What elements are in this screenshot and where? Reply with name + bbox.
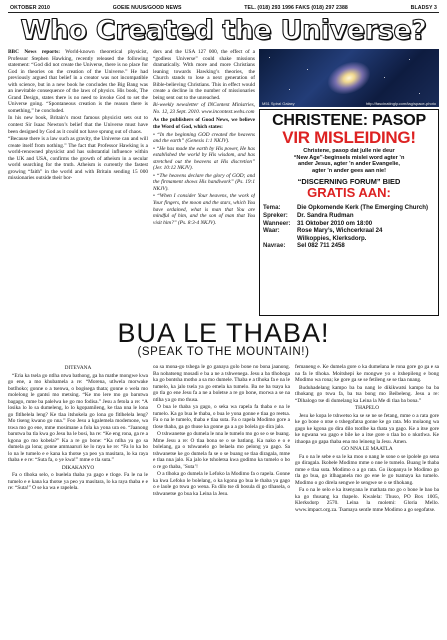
subheading: DIKAKANYO (61, 464, 95, 471)
scripture-quote: • “The heavens declare the glory of GOD; and the firmament shows His handiwork” (Ps. 19:1 NKJV). (153, 172, 255, 192)
source-citation: Bi-weekly newsletter of INContext Ministries, No. 12, 23 Sept. 2010. www.incontext.webs.com (153, 102, 255, 115)
detail-key: Spreker: (263, 211, 288, 219)
detail-value: Sel 082 711 2458 (297, 242, 345, 250)
section-subheadline: (SPEAK TO THE MOUNTAIN!) (137, 346, 310, 358)
paragraph: In his new book, Britain’s most famous physicist sets out to contest Sir Isaac Newton’s belief that the Universe must have been designed by God as it could not have sprung out of chaos. (8, 115, 148, 135)
headline: Who Created the Universe? (20, 15, 427, 46)
page-header (8, 4, 439, 13)
photo-credit: http://fascinatingly.com/tag/space-photo (365, 101, 436, 106)
ad-subtitle-line: agter ’n ander gees aan nie! (312, 167, 386, 174)
paragraph: O tshwanetse go dumela le nna le tumelo mo go se o se buang. Mme Jesu a re: O tlaa bona se o se batlang. Ka nako e o e bolelang, ga o tshwanelo go belaela mo pelong ya gago. Sa tshwanetse ke go dumela fa se o se buang se tlaa diragala, mme e tlaa nna jalo. Ka jalo ke tsholetsa kwa godimo ka tumelo o bo o re go thaba, ’Suta’! (153, 431, 290, 470)
ad-free-label: GRATIS AAN: (307, 185, 391, 201)
paragraph: ders and the USA 127 000, the effect of a “godless Universe” could shake missions dramatically. With more and more Christians leaning towards Hawking’s theories, the Church stands to lose a next generation of Bible-believing Christians. This in effect would create a decline in the number of missionaries being sent out to the unreached. (153, 49, 255, 101)
ad-title-2: VIR MISLEIDING! (282, 128, 416, 147)
spiral-galaxy-image (323, 56, 375, 100)
subheading: THAPELO (354, 405, 380, 411)
detail-key: Tema: (263, 204, 281, 212)
article-column-6 (295, 364, 439, 640)
contact-numbers: TEL. (018) 293 1996 FAKS (018) 297 2388 (244, 5, 348, 11)
contact-paragraph: Fa o na le selo e ka itsenyana le mathata mo go o bone le bao ba ka go thusang ka thapelo. Kwalela: Thuso, PO Box 1005, Klerksdorp 2570. Leina la molemi: Gloria Mello. www.impact.org.za. Tsamaya sentle mme Modimo a go segofatse. (295, 487, 439, 513)
paragraph: femaneng e. Ke dumela gore o ka dumelana le rona gore go ga e sa na fa le tlhoka. Moitshepi ke mongwe yo o itshepileng e bong Modimo wa rona; ke gore ga se se fetileng se se tlaa nnang. (295, 364, 439, 383)
detail-value: Rose Mary’s, Wichcerkraal 24 (297, 227, 383, 235)
scripture-quote: • “When I consider Your heavens, the work of Your fingers, the moon and the stars, which You have ordained, what is man that You are mindful of him, and the son of man that You visit him?” (Ps. 8:3-4 NKJV). (153, 193, 255, 226)
subheading: GO NNA LE MAATLA (341, 446, 393, 452)
photo-caption: M51 Spiral Galaxy (262, 101, 295, 106)
right-column (259, 49, 439, 317)
paragraph-text: World-known theoretical physicist, Professor Stephen Hawking, recently released the following statement: “God did not create the Universe, there is no place for God in theories on the creation of the Universe.” He had previously argued that belief in a creator was not incompatible with science, but in a new book he concludes the Big Bang was an inevitable consequence of the laws of physics. His book, The Grand Design, states there is no need to invoke God to set the Universe going. “Spontaneous creation is the reason there is something,” he concluded. (8, 49, 148, 114)
bottom-section (8, 364, 439, 640)
subheading: DITEVANA (64, 365, 92, 371)
paragraph: Buduhadelang kampo ba ba nang le dikikwatsi kampo ba ba tlhokang go tswa fa, ba tsa bong mo Beibeleng. Jesu a re: “Dihalogo tse di dumelang ka Leina la Me di tlaa ba bona.” (295, 384, 439, 404)
ad-subtitle (263, 148, 435, 174)
detail-value: 31 Oktober 2010 om 18:00 (297, 219, 373, 227)
paragraph: Fa o tlhoka selo, o buelela thaba ya gago e tloge. Fa le na le tumelo e e kana ka thotse ya peo ya masitara, lo ka raya thaba e e re: “Suta!” O se ka wa e rapelela. (8, 472, 148, 491)
scripture-quote: • “In the beginning GOD created the heavens and the earth” (Genesis 1:1 NKJV). (153, 131, 255, 145)
top-section (8, 49, 439, 317)
detail-value: Wilkoppies, Klerksdorp. (297, 234, 367, 242)
scripture-quote: • “He has made the earth by His power, He has established the world by His wisdom, and has stretched out the heavens at His discretion” (Jer. 10:12 NKJV). (153, 145, 255, 172)
detail-value: Die Opkomende Kerk (The Emerging Church) (297, 204, 429, 212)
paragraph (8, 49, 148, 114)
event-details (263, 204, 435, 250)
article-column-2 (153, 49, 255, 317)
galaxy-photo (259, 49, 439, 107)
event-advertisement (259, 109, 439, 316)
detail-key: Navrae: (263, 242, 286, 250)
ad-subtitle-line: “New Age”-beginsels mislei word agter ’n (293, 154, 405, 161)
paragraph: As the publishers of Good News, we believe the Word of God, which states: (153, 117, 255, 131)
article-column-1 (8, 49, 148, 317)
paragraph: Fa o na le sebe e sa le ka moo o nang le sone o se ipolele go sena go diragala. Ikobele Modimo mme o nne le tumelo. Buang le thaba mme e tlaa suta. Modimo o a go rata. Go ikopanya le Modimo go tla go bua, go itlhaganela mo go ene le go tsamaya ka tumelo. Modimo o go direla sengwe le sengwe se o se tlhokang. (295, 453, 439, 486)
ad-subtitle-line: ander Jesus, agter ’n ander Evangelie, (298, 161, 400, 168)
paragraph: O a tlhoka go dumela le Lefoko la Modimo fa o rapela. Gonne ka kwa Lefoko le bolelang, o ka kgona go bua le thaba ya gago o e laole go tswa go wena. Fa dilo tse di bosula di go tlhasela, o tshwanetse go bua ka Leina la Jesu. (153, 471, 290, 497)
page-number: BLADSY 3 (410, 5, 437, 11)
detail-value: Dr. Sandra Rudman (297, 211, 354, 219)
newspaper-page (8, 4, 439, 636)
article-column-5 (153, 364, 290, 640)
detail-key: Wanneer: (263, 219, 291, 227)
paper-name: GOEIE NUUS/GOOD NEWS (112, 5, 182, 11)
detail-key: Waar: (263, 227, 280, 235)
ad-title-1: CHRISTENE: PASOP (272, 112, 426, 129)
paragraph: “Eria ka tsela go ntlha ntwa bathong, ga ba mathe mongwe kwa go ene, a mo khubamela a re: “Morena, utlwela morwake botlhoko; gonne o a tsenwa, o bogisega thata; gonne o wela mo molelong le gantsi mo metsing. “Ke mo lere mo go barutwa bagago, mme ba palelwa ke go mo fodisa.” Jesu a fetola a re: “A losika lo lo sa dumeleng, lo lo kgopamileng, ke tlaa nna le lona go fitlhelela leng? Ke tlaa itshokela go lona go fitlhelela leng? Mo tiseng kwano go nna.” Foo Jesu a kgalemela modemone, wa tswa mo go ene, mme mosimane a fola ka yona ura eo. “Jaanong barutwa ba tla kwa go Jesu ba le bosi, ba re: “Ke eng rona, ga re a kgona go mo kobela?” Ka a re go bone: “Ka ntlha ya go sa dumela ga lona; gonne ammaaruri ke lo raya ke re: “Fa lo ka bo lo na le tumelo e e kana ka thotse ya peo ya masitara, lo ka raya thaba e e re: “Suta fa, o ye kwa!” mme e tla suta.” (8, 372, 148, 463)
ad-organizer: “DISCERNING FORUM” BIED (297, 177, 401, 187)
paragraph: O bua le thaba ya gago, o seka wa rapela fa thaba e na le tumelo. Ka go bua le thaba, o bua le yona gonne e tlaa go reetsa. Fa o na le tumelo, thaba e tlaa suta. Fa o rapela Modimo gore a tlose thaba, ga go thuse ka gonne ga a a go bolela go dira jalo. (153, 404, 290, 430)
detail-key (263, 235, 297, 243)
issue-date: OKTOBER 2010 (10, 5, 51, 11)
section-headline: BUA LE THABA! (117, 318, 330, 348)
article-column-4 (8, 364, 148, 640)
paragraph: oa sa mona-go tshega le go ganaya golo bone no bona jaanong. Ba nobatseng mosadi e ba a ne a tshwenega. Jesu a ba tlhoboga ka go bontsha motho a sa mo dumele. Thaba e a tlhoka fa e na le tumelo, ka jalo tsela ya go emela ka tumelo. Ba ne ba tsaya ka go tla go ene Jesu fa a ne a boletse a re go bone, morwa a se na ntlha ya go mo thusa. (153, 364, 290, 403)
ad-subtitle-line: Christene, pasop dat julle nie deur (303, 148, 395, 154)
lead-in: BBC News reports: (8, 49, 60, 55)
paragraph: “Because there is a law such as gravity, the Universe can and will create itself from nothing.” The fact that Professor Hawking is a world-renowned physicist and has substantial influence within the UK and USA, confirms the growth of atheism in a secular world searching for the truth. Atheism is currently the fastest growing “faith” in the world and with Britain sending 15 000 missionaries outside their bor- (8, 136, 148, 182)
paragraph: Jesu ke kopa le tshwetso ka se se ne se fetang, mme o a rata gore ke go bone o ntse o tshegofatsa gonne ke go rata. Mo molaong wa gago ke kgona go dira dilo tsotlhe ka thata ya gago. Ke a itse gore ke ngwana wa gago e bile ke a itse gore o tlaa bo o nkutlwa. Ke ithaopa go gapa thaba ena mo leineng la Jesu. Amen. (295, 412, 439, 445)
